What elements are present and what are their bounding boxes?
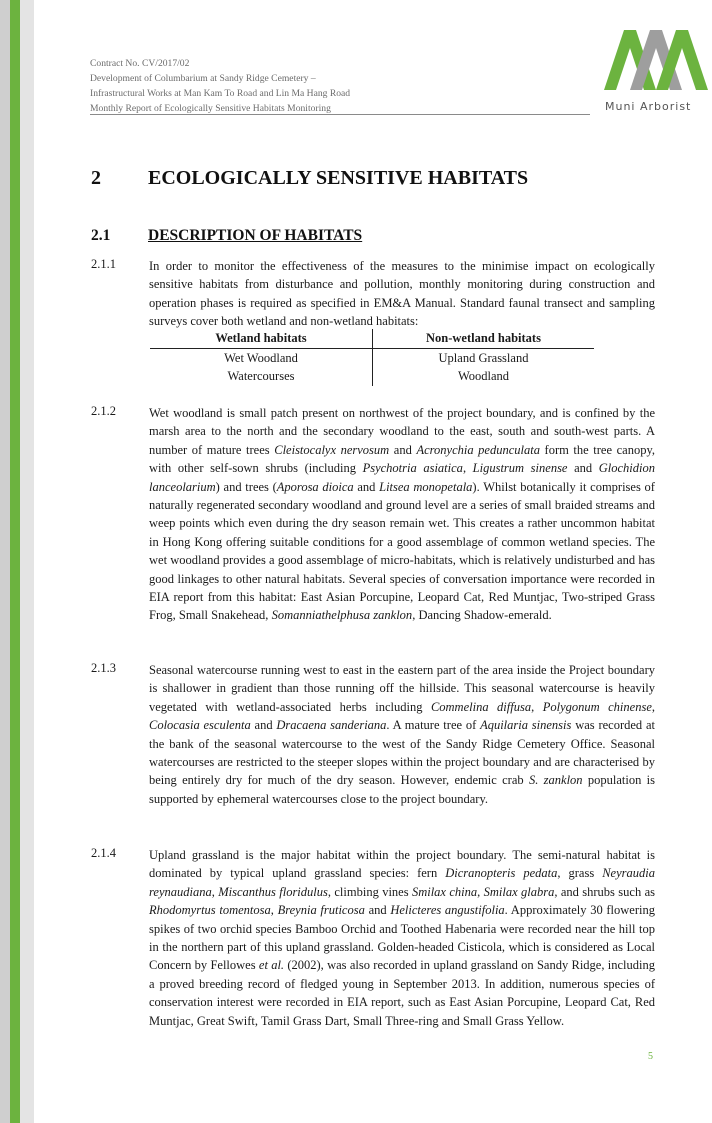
table-cell: Watercourses: [150, 367, 373, 386]
triple-chevron-mountain-logo: [604, 26, 708, 94]
header-project-line2: Infrastructural Works at Man Kam To Road and Lin Ma Hang Road: [90, 88, 351, 99]
table-cell: Woodland: [457, 369, 510, 383]
header-report-title: Monthly Report of Ecologically Sensitive Habitats Monitoring: [90, 103, 331, 114]
paragraph-2-1-4: Upland grassland is the major habitat within the project boundary. The semi-natural habitat is dominated by typical upland grassland species: fern Dicranopteris pedata, grass Neyraudia reynaudiana, Miscanthus floridulus, climbing vines Smilax china, Smilax glabra, and shrubs such as Rhodomyrtus tomentosa, Breynia fruticosa and Helicteres angustifolia. Approximately 30 flowering spikes of two orchid species Bamboo Orchid and Toothed Habenaria were recorded near the hill top in the northern part of this upland grassland. Golden-headed Cisticola, which is considered as Local Concern by Fellowes et al. (2002), was also recorded in upland grassland on Sandy Ridge, including a proved breeding record of fledged young in September 2013. In addition, numerous species of conservation interest were recorded in EIA report, such as East Asian Porcupine, Leopard Cat, Red Muntjac, Great Swift, Tamil Grass Dart, Small Three-ring and Small Grass Yellow.: [149, 848, 656, 1028]
paragraph-number-2-1-2: 2.1.2: [91, 404, 116, 418]
page-number: 5: [648, 1051, 653, 1062]
paragraph-number-2-1-3: 2.1.3: [91, 661, 116, 675]
paragraph-2-1-3: Seasonal watercourse running west to east in the eastern part of the area inside the Project boundary is shallower in gradient than those running off the hillside. This seasonal watercourse is heavily vegetated with wetland-associated herbs including Commelina diffusa, Polygonum chinense, Colocasia esculenta and Dracaena sanderiana. A mature tree of Aquilaria sinensis was recorded at the bank of the seasonal watercourse to the west of the Sandy Ridge Cemetery Office. Seasonal watercourses are restricted to the steeper slopes within the project boundary and are characterised by being entirely dry for much of the dry season. However, endemic crab S. zanklon population is supported by ephemeral watercourses close to the project boundary.: [149, 663, 656, 806]
table-header-non-wetland: Non-wetland habitats: [373, 329, 595, 348]
subsection-title: DESCRIPTION OF HABITATS: [148, 227, 363, 244]
margin-bar-grey: [0, 0, 10, 1123]
subsection-number: 2.1: [91, 227, 111, 244]
paragraph-2-1-1: In order to monitor the effectiveness of the measures to the minimise impact on ecologically sensitive habitats from disturbance and pollution, monthly monitoring during construction and operation phases is required as specified in EM&A Manual. Standard faunal transect and sampling surveys cover both wetland and non-wetland habitats:: [149, 259, 655, 329]
document-header: [90, 56, 590, 116]
table-header-row: [150, 329, 594, 348]
header-contract-no: Contract No. CV/2017/02: [90, 58, 190, 69]
table-cell: Wet Woodland: [150, 348, 373, 367]
company-logo: [600, 26, 712, 118]
header-divider: [90, 114, 590, 115]
margin-tab-marker: [20, 166, 34, 206]
logo-wordmark: Muni Arborist: [605, 100, 692, 113]
table-cell: Upland Grassland: [438, 350, 529, 365]
table-header-wetland: Wetland habitats: [150, 329, 373, 348]
table-row: [150, 367, 594, 386]
paragraph-number-2-1-4: 2.1.4: [91, 846, 116, 860]
habitat-table: [150, 329, 594, 386]
margin-bar-green: [10, 0, 20, 1123]
paragraph-2-1-2: Wet woodland is small patch present on northwest of the project boundary, and is confined by the marsh area to the north and the secondary woodland to the east, south and south-west parts. A number of mature trees Cleistocalyx nervosum and Acronychia pedunculata form the tree canopy, with other self-sown shrubs (including Psychotria asiatica, Ligustrum sinense and Glochidion lanceolarium) and trees (Aporosa dioica and Litsea monopetala). Whilst botanically it comprises of naturally regenerated secondary woodland and ground level are a series of small braided streams and weep points which even during the dry season remain wet. This creates a rather uncommon habitat in Hong Kong offering suitable conditions for a good assemblage of common wetland species. The wet woodland provides a good assemblage of micro-habitats, which is relatively undisturbed and has good linkages to other natural habitats. Several species of conversation importance were recorded in EIA report from this habitat: East Asian Porcupine, Leopard Cat, Red Muntjac, Two-striped Grass Frog, Small Snakehead, Somanniathelphusa zanklon, Dancing Shadow-emerald.: [149, 406, 656, 623]
table-row: [150, 348, 594, 367]
section-title: ECOLOGICALLY SENSITIVE HABITATS: [148, 167, 529, 189]
header-project-line1: Development of Columbarium at Sandy Ridge Cemetery –: [90, 73, 316, 84]
section-number: 2: [91, 167, 101, 189]
paragraph-number-2-1-1: 2.1.1: [91, 257, 116, 271]
